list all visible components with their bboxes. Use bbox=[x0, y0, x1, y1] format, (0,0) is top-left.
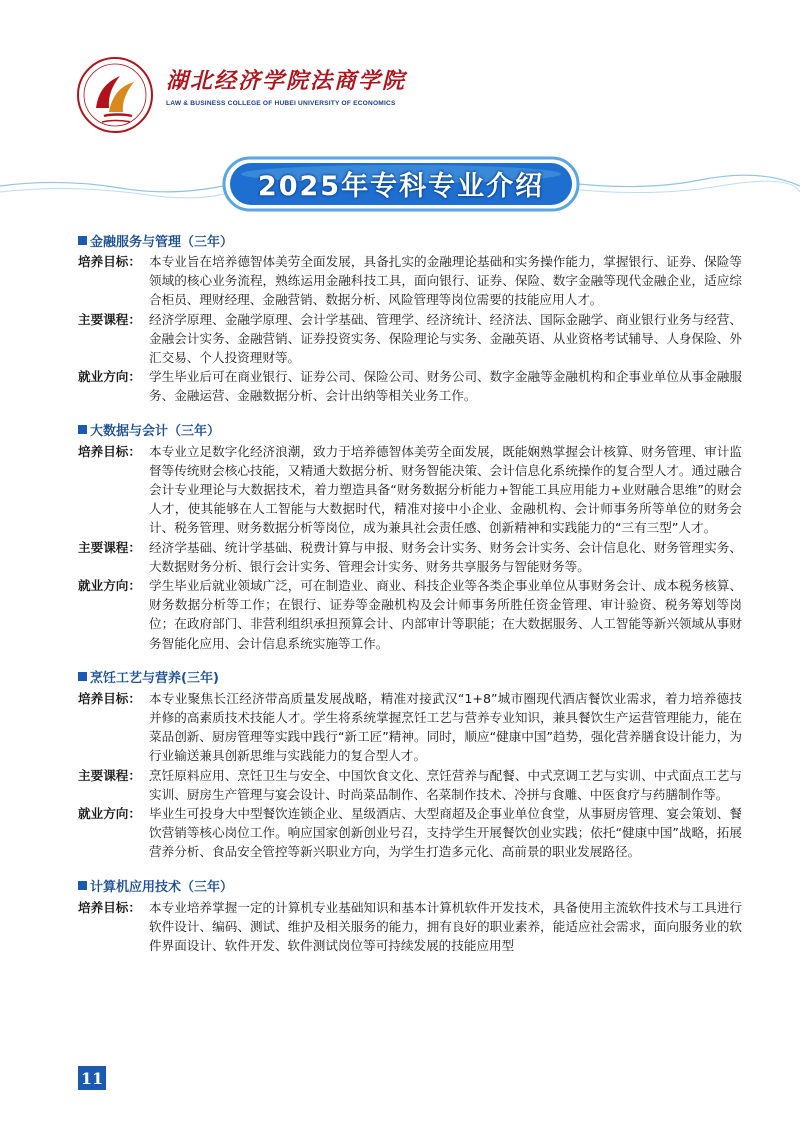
bullet-square-icon bbox=[78, 672, 87, 681]
career-text: 学生毕业后就业领域广泛，可在制造业、商业、科技企业等各类企事业单位从事财务会计、成本税务核算、财务数据分析等工作；在银行、证券等金融机构及会计师事务所胜任资金管理、审计验资、税务筹划等岗位；在政府部门、非营利组织承担预算会计、内部审计等职能；在大数据服务、人工智能等新兴领域从事财务智能化应用、会计信息系统实施等工作。 bbox=[149, 578, 742, 651]
career-row bbox=[78, 576, 742, 653]
program-section bbox=[78, 667, 742, 862]
courses-row bbox=[78, 766, 742, 804]
section-heading bbox=[78, 420, 742, 440]
career-row bbox=[78, 367, 742, 405]
career-label: 就业方向： bbox=[78, 578, 141, 594]
training-goal-row bbox=[78, 442, 742, 538]
section-heading bbox=[78, 230, 742, 250]
career-label: 就业方向： bbox=[78, 369, 141, 385]
career-text: 学生毕业后可在商业银行、证券公司、保险公司、财务公司、数字金融等金融机构和企事业单位从事金融服务、金融运营、金融数据分析、会计出纳等相关业务工作。 bbox=[149, 369, 742, 404]
training-goal-row bbox=[78, 252, 742, 310]
courses-row bbox=[78, 538, 742, 576]
courses-text: 烹饪原料应用、烹饪卫生与安全、中国饮食文化、烹饪营养与配餐、中式烹调工艺与实训、中式面点工艺与实训、厨房生产管理与宴会设计、时尚菜品制作、名菜制作技术、冷拼与食雕、中医食疗与药膳制作等。 bbox=[149, 767, 742, 802]
bullet-square-icon bbox=[78, 425, 87, 434]
courses-label: 主要课程： bbox=[78, 311, 141, 327]
school-name-en: LAW & BUSINESS COLLEGE OF HUBEI UNIVERSITY OF ECONOMICS bbox=[166, 100, 396, 107]
bullet-square-icon bbox=[78, 881, 87, 890]
courses-text: 经济学原理、金融学原理、会计学基础、管理学、经济统计、经济法、国际金融学、商业银行业务与经营、金融会计实务、金融营销、证券投资实务、保险理论与实务、金融英语、从业资格考试辅导、人身保险、外汇交易、个人投资理财等。 bbox=[149, 311, 742, 366]
section-title: 计算机应用技术（三年） bbox=[90, 880, 234, 896]
career-row bbox=[78, 804, 742, 862]
courses-row bbox=[78, 310, 742, 368]
program-section bbox=[78, 420, 742, 653]
training-goal-row bbox=[78, 898, 742, 956]
courses-label: 主要课程： bbox=[78, 539, 141, 555]
bullet-square-icon bbox=[78, 236, 87, 245]
page-number: 11 bbox=[78, 1066, 106, 1090]
school-logo bbox=[76, 56, 154, 134]
page-title: 2025年专科专业介绍 bbox=[257, 170, 545, 202]
training-goal-label: 培养目标： bbox=[78, 899, 141, 915]
training-goal-text: 本专业立足数字化经济浪潮，致力于培养德智体美劳全面发展，既能娴熟掌握会计核算、财务管理、审计监督等传统财会核心技能，又精通大数据分析、财务智能决策、会计信息化系统操作的复合型人才。通过融合会计专业理论与大数据技术，着力塑造具备“财务数据分析能力+智能工具应用能力+业财融合思维”的财会人才，使其能够在人工智能与大数据时代，精准对接中小企业、金融机构、会计师事务所等单位的财务会计、税务管理、财务数据分析等岗位，成为兼具社会责任感、创新精神和实践能力的“三有三型”人才。 bbox=[149, 443, 742, 536]
courses-label: 主要课程： bbox=[78, 767, 141, 783]
program-section bbox=[78, 230, 742, 406]
section-heading bbox=[78, 876, 742, 896]
training-goal-label: 培养目标： bbox=[78, 443, 141, 459]
program-list bbox=[78, 230, 742, 969]
training-goal-text: 本专业培养掌握一定的计算机专业基础知识和基本计算机软件开发技术，具备使用主流软件技术与工具进行软件设计、编码、测试、维护及相关服务的能力，拥有良好的职业素养，能适应社会需求，面向服务业的软件界面设计、软件开发、软件测试岗位等可持续发展的技能应用型 bbox=[149, 899, 742, 954]
section-title: 烹饪工艺与营养(三年) bbox=[90, 671, 219, 687]
section-title: 金融服务与管理（三年） bbox=[90, 234, 234, 250]
career-text: 毕业生可投身大中型餐饮连锁企业、星级酒店、大型商超及企事业单位食堂，从事厨房管理、宴会策划、餐饮营销等核心岗位工作。响应国家创新创业号召，支持学生开展餐饮创业实践；依托“健康中国”战略，拓展营养分析、食品安全管控等新兴职业方向，为学生打造多元化、高前景的职业发展路径。 bbox=[149, 806, 742, 860]
section-heading bbox=[78, 667, 742, 687]
training-goal-text: 本专业旨在培养德智体美劳全面发展，具备扎实的金融理论基础和实务操作能力，掌握银行、证券、保险等领域的核心业务流程，熟练运用金融科技工具，面向银行、证券、保险、数字金融等现代金融企业，适应综合柜员、理财经理、金融营销、数据分析、风险管理等岗位需要的技能应用人才。 bbox=[149, 254, 742, 308]
training-goal-text: 本专业聚焦长江经济带高质量发展战略，精准对接武汉“1+8”城市圈现代酒店餐饮业需求，着力培养德技并修的高素质技术技能人才。学生将系统掌握烹饪工艺与营养专业知识，兼具餐饮生产运营管理能力，能在菜品创新、厨房管理等实践中践行“新工匠”精神。同时，顺应“健康中国”趋势，强化营养膳食设计能力，为行业输送兼具创新思维与实践能力的复合型人才。 bbox=[149, 690, 742, 764]
career-label: 就业方向： bbox=[78, 806, 141, 822]
courses-text: 经济学基础、统计学基础、税费计算与申报、财务会计实务、财务会计实务、会计信息化、财务管理实务、大数据财务分析、银行会计实务、管理会计实务、财务共享服务与智能财务等。 bbox=[149, 539, 742, 574]
program-section bbox=[78, 876, 742, 956]
school-name-cn: 湖北经济学院法商学院 bbox=[166, 68, 407, 94]
training-goal-label: 培养目标： bbox=[78, 690, 141, 706]
training-goal-row bbox=[78, 689, 742, 766]
section-title: 大数据与会计（三年） bbox=[90, 424, 221, 440]
training-goal-label: 培养目标： bbox=[78, 254, 141, 269]
school-header bbox=[76, 56, 407, 136]
